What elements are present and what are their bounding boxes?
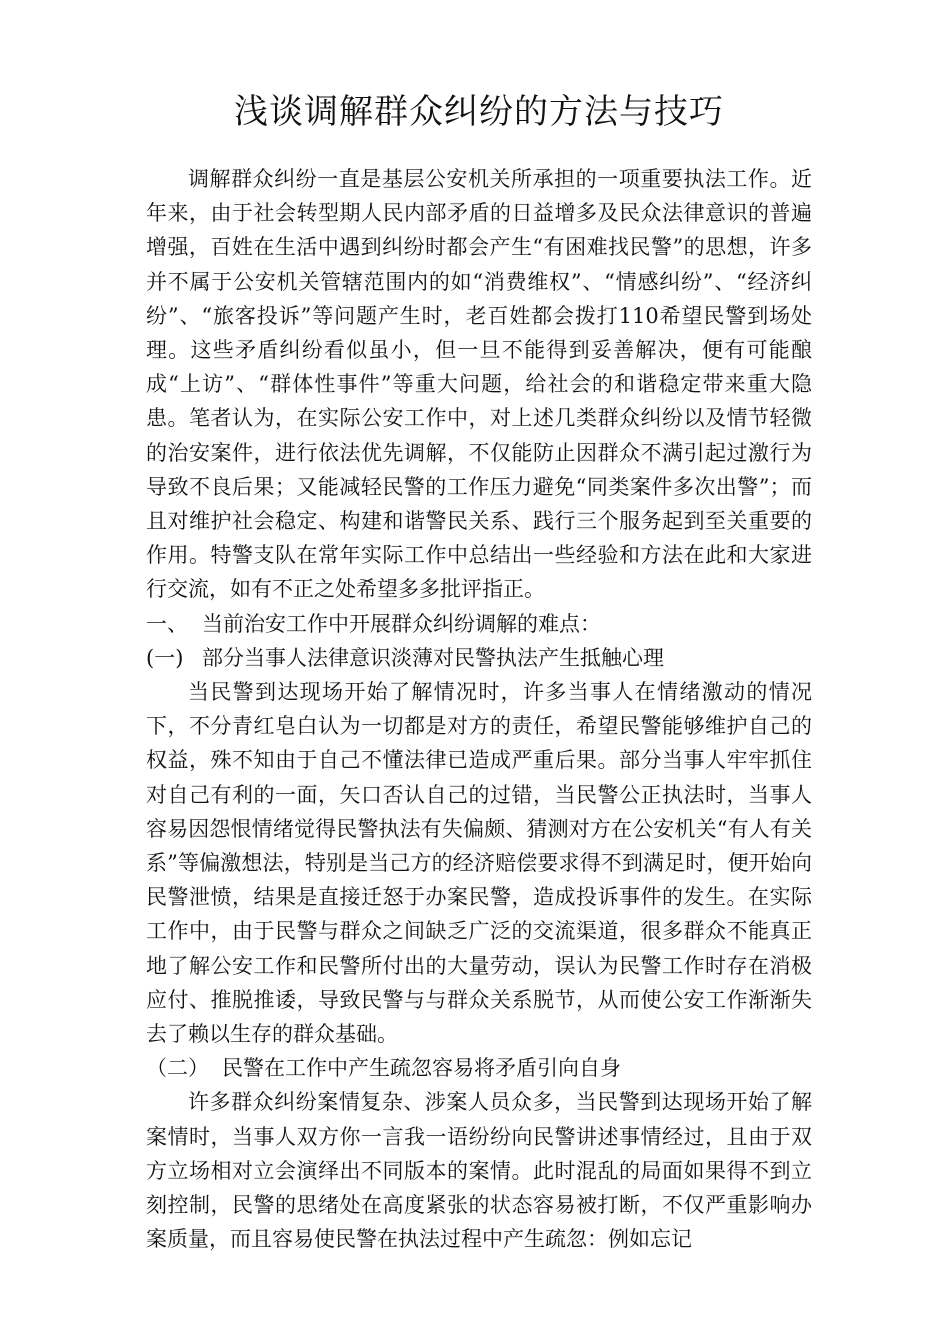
subsection-heading-text: 部分当事人法律意识淡薄对民警执法产生抵触心理 [202, 645, 664, 670]
subsection-2-paragraph: 许多群众纠纷案情复杂、涉案人员众多，当民警到达现场开始了解案情时，当事人双方你一言我一语纷纷向民警讲述事情经过，且由于双方立场相对立会演绎出不同版本的案情。此时混乱的局面如果得不到立刻控制，民警的思绪处在高度紧张的状态容易被打断，不仅严重影响办案质量，而且容易使民警在执法过程中产生疏忽：例如忘记 [146, 1090, 812, 1252]
subsection-1-paragraph: 当民警到达现场开始了解情况时，许多当事人在情绪激动的情况下，不分青红皂白认为一切都是对方的责任，希望民警能够维护自己的权益，殊不知由于自己不懂法律已造成严重后果。部分当事人牢牢抓住对自己有利的一面，矢口否认自己的过错，当民警公正执法时，当事人容易因怨恨情绪觉得民警执法有失偏颇、猜测对方在公安机关“有人有关系”等偏激想法，特别是当己方的经济赔偿要求得不到满足时，便开始向民警泄愤，结果是直接迁怒于办案民警，造成投诉事件的发生。在实际工作中，由于民警与群众之间缺乏广泛的交流渠道，很多群众不能真正地了解公安工作和民警所付出的大量劳动，误认为民警工作时存在消极应付、推脱推诿，导致民警与与群众关系脱节，从而使公安工作渐渐失去了赖以生存的群众基础。 [146, 680, 812, 1047]
section-heading-text: 当前治安工作中开展群众纠纷调解的难点： [202, 611, 601, 636]
subsection-number: (一) [146, 645, 184, 670]
section-number: 一、 [146, 611, 188, 636]
section-heading-1 [146, 607, 812, 641]
subsection-heading-2 [146, 1051, 812, 1085]
subsection-heading-text: 民警在工作中产生疏忽容易将矛盾引向自身 [222, 1056, 621, 1081]
document-title: 浅谈调解群众纠纷的方法与技巧 [234, 92, 724, 132]
subsection-number: （二） [146, 1056, 209, 1081]
intro-paragraph: 调解群众纠纷一直是基层公安机关所承担的一项重要执法工作。近年来，由于社会转型期人民内部矛盾的日益增多及民众法律意识的普遍增强，百姓在生活中遇到纠纷时都会产生“有困难找民警”的思想，许多并不属于公安机关管辖范围内的如“消费维权”、“情感纠纷”、“经济纠纷”、“旅客投诉”等问题产生时，老百姓都会拨打110希望民警到场处理。这些矛盾纠纷看似虽小，但一旦不能得到妥善解决，便有可能酿成“上访”、“群体性事件”等重大问题，给社会的和谐稳定带来重大隐患。笔者认为，在实际公安工作中，对上述几类群众纠纷以及情节轻微的治安案件，进行依法优先调解，不仅能防止因群众不满引起过激行为导致不良后果；又能减轻民警的工作压力避免“同类案件多次出警”；而且对维护社会稳定、构建和谐警民关系、践行三个服务起到至关重要的作用。特警支队在常年实际工作中总结出一些经验和方法在此和大家进行交流，如有不正之处希望多多批评指正。 [146, 167, 812, 602]
subsection-heading-1 [146, 641, 812, 675]
document-page [146, 86, 812, 1257]
